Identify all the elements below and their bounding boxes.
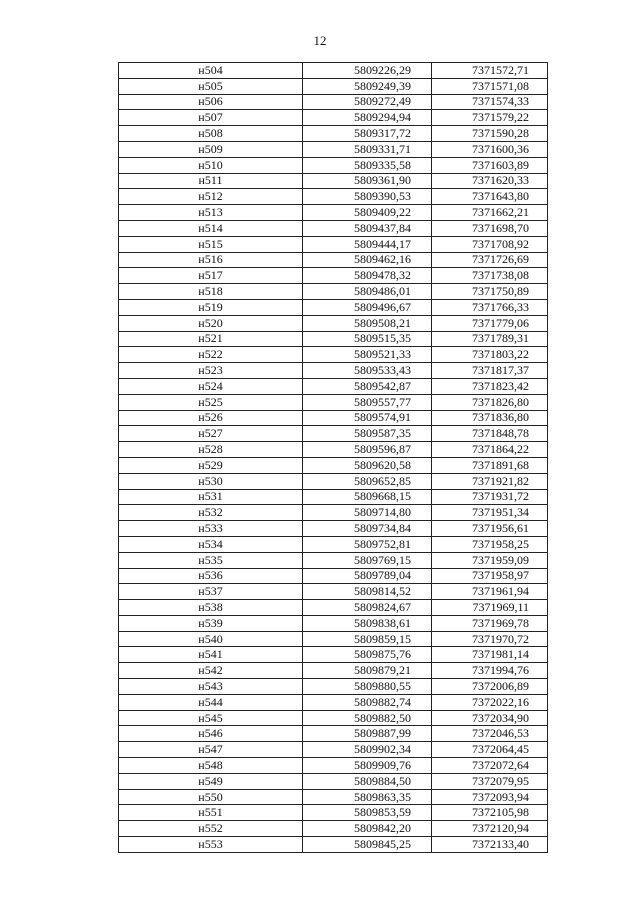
x-coordinate-cell: 5809272,49 — [303, 94, 432, 110]
x-coordinate-cell: 5809879,21 — [303, 663, 432, 679]
x-coordinate-cell: 5809596,87 — [303, 442, 432, 458]
y-coordinate-cell: 7371970,72 — [432, 631, 548, 647]
y-coordinate-cell: 7371579,22 — [432, 110, 548, 126]
x-coordinate-cell: 5809557,77 — [303, 394, 432, 410]
table-row — [119, 331, 548, 347]
table-row — [119, 805, 548, 821]
table-row — [119, 220, 548, 236]
y-coordinate-cell: 7371572,71 — [432, 63, 548, 79]
table-row — [119, 568, 548, 584]
point-id-cell: н520 — [119, 315, 303, 331]
x-coordinate-cell: 5809508,21 — [303, 315, 432, 331]
table-row — [119, 773, 548, 789]
point-id-cell: н512 — [119, 189, 303, 205]
y-coordinate-cell: 7371620,33 — [432, 173, 548, 189]
x-coordinate-cell: 5809838,61 — [303, 615, 432, 631]
x-coordinate-cell: 5809437,84 — [303, 220, 432, 236]
x-coordinate-cell: 5809853,59 — [303, 805, 432, 821]
point-id-cell: н536 — [119, 568, 303, 584]
point-id-cell: н547 — [119, 742, 303, 758]
y-coordinate-cell: 7371603,89 — [432, 157, 548, 173]
point-id-cell: н517 — [119, 268, 303, 284]
y-coordinate-cell: 7371574,33 — [432, 94, 548, 110]
x-coordinate-cell: 5809902,34 — [303, 742, 432, 758]
table-row — [119, 726, 548, 742]
x-coordinate-cell: 5809668,15 — [303, 489, 432, 505]
table-row — [119, 647, 548, 663]
x-coordinate-cell: 5809361,90 — [303, 173, 432, 189]
x-coordinate-cell: 5809863,35 — [303, 789, 432, 805]
table-row — [119, 536, 548, 552]
y-coordinate-cell: 7372072,64 — [432, 758, 548, 774]
y-coordinate-cell: 7371969,11 — [432, 600, 548, 616]
table-row — [119, 63, 548, 79]
point-id-cell: н542 — [119, 663, 303, 679]
x-coordinate-cell: 5809824,67 — [303, 600, 432, 616]
x-coordinate-cell: 5809478,32 — [303, 268, 432, 284]
point-id-cell: н511 — [119, 173, 303, 189]
point-id-cell: н504 — [119, 63, 303, 79]
point-id-cell: н552 — [119, 821, 303, 837]
y-coordinate-cell: 7372133,40 — [432, 837, 548, 853]
x-coordinate-cell: 5809875,76 — [303, 647, 432, 663]
y-coordinate-cell: 7372022,16 — [432, 694, 548, 710]
x-coordinate-cell: 5809620,58 — [303, 457, 432, 473]
x-coordinate-cell: 5809226,29 — [303, 63, 432, 79]
y-coordinate-cell: 7372105,98 — [432, 805, 548, 821]
table-row — [119, 631, 548, 647]
point-id-cell: н546 — [119, 726, 303, 742]
x-coordinate-cell: 5809734,84 — [303, 521, 432, 537]
point-id-cell: н541 — [119, 647, 303, 663]
y-coordinate-cell: 7371698,70 — [432, 220, 548, 236]
table-row — [119, 205, 548, 221]
x-coordinate-cell: 5809752,81 — [303, 536, 432, 552]
x-coordinate-cell: 5809909,76 — [303, 758, 432, 774]
table-row — [119, 552, 548, 568]
table-row — [119, 173, 548, 189]
table-row — [119, 679, 548, 695]
table-row — [119, 141, 548, 157]
point-id-cell: н540 — [119, 631, 303, 647]
x-coordinate-cell: 5809884,50 — [303, 773, 432, 789]
table-row — [119, 157, 548, 173]
x-coordinate-cell: 5809409,22 — [303, 205, 432, 221]
x-coordinate-cell: 5809882,74 — [303, 694, 432, 710]
x-coordinate-cell: 5809462,16 — [303, 252, 432, 268]
table-row — [119, 252, 548, 268]
table-row — [119, 821, 548, 837]
table-row — [119, 600, 548, 616]
y-coordinate-cell: 7372120,94 — [432, 821, 548, 837]
coordinates-table-body — [119, 63, 548, 853]
y-coordinate-cell: 7371823,42 — [432, 378, 548, 394]
y-coordinate-cell: 7371662,21 — [432, 205, 548, 221]
x-coordinate-cell: 5809521,33 — [303, 347, 432, 363]
point-id-cell: н509 — [119, 141, 303, 157]
y-coordinate-cell: 7371766,33 — [432, 299, 548, 315]
coordinates-table — [118, 62, 548, 853]
point-id-cell: н507 — [119, 110, 303, 126]
y-coordinate-cell: 7371994,76 — [432, 663, 548, 679]
y-coordinate-cell: 7372034,90 — [432, 710, 548, 726]
point-id-cell: н525 — [119, 394, 303, 410]
x-coordinate-cell: 5809542,87 — [303, 378, 432, 394]
point-id-cell: н516 — [119, 252, 303, 268]
table-row — [119, 363, 548, 379]
point-id-cell: н508 — [119, 126, 303, 142]
table-row — [119, 347, 548, 363]
table-row — [119, 394, 548, 410]
point-id-cell: н537 — [119, 584, 303, 600]
y-coordinate-cell: 7371848,78 — [432, 426, 548, 442]
y-coordinate-cell: 7371738,08 — [432, 268, 548, 284]
x-coordinate-cell: 5809842,20 — [303, 821, 432, 837]
x-coordinate-cell: 5809574,91 — [303, 410, 432, 426]
table-row — [119, 457, 548, 473]
x-coordinate-cell: 5809331,71 — [303, 141, 432, 157]
y-coordinate-cell: 7371779,06 — [432, 315, 548, 331]
y-coordinate-cell: 7371959,09 — [432, 552, 548, 568]
table-row — [119, 284, 548, 300]
point-id-cell: н545 — [119, 710, 303, 726]
point-id-cell: н533 — [119, 521, 303, 537]
point-id-cell: н527 — [119, 426, 303, 442]
table-row — [119, 126, 548, 142]
x-coordinate-cell: 5809587,35 — [303, 426, 432, 442]
x-coordinate-cell: 5809496,67 — [303, 299, 432, 315]
x-coordinate-cell: 5809390,53 — [303, 189, 432, 205]
x-coordinate-cell: 5809317,72 — [303, 126, 432, 142]
table-row — [119, 758, 548, 774]
x-coordinate-cell: 5809882,50 — [303, 710, 432, 726]
point-id-cell: н535 — [119, 552, 303, 568]
y-coordinate-cell: 7371836,80 — [432, 410, 548, 426]
x-coordinate-cell: 5809814,52 — [303, 584, 432, 600]
point-id-cell: н526 — [119, 410, 303, 426]
y-coordinate-cell: 7371981,14 — [432, 647, 548, 663]
table-row — [119, 710, 548, 726]
y-coordinate-cell: 7371600,36 — [432, 141, 548, 157]
point-id-cell: н539 — [119, 615, 303, 631]
point-id-cell: н544 — [119, 694, 303, 710]
point-id-cell: н531 — [119, 489, 303, 505]
y-coordinate-cell: 7371951,34 — [432, 505, 548, 521]
point-id-cell: н548 — [119, 758, 303, 774]
table-row — [119, 94, 548, 110]
table-row — [119, 236, 548, 252]
table-row — [119, 410, 548, 426]
point-id-cell: н505 — [119, 78, 303, 94]
table-row — [119, 505, 548, 521]
point-id-cell: н506 — [119, 94, 303, 110]
y-coordinate-cell: 7372079,95 — [432, 773, 548, 789]
x-coordinate-cell: 5809769,15 — [303, 552, 432, 568]
y-coordinate-cell: 7371571,08 — [432, 78, 548, 94]
x-coordinate-cell: 5809880,55 — [303, 679, 432, 695]
point-id-cell: н529 — [119, 457, 303, 473]
x-coordinate-cell: 5809887,99 — [303, 726, 432, 742]
y-coordinate-cell: 7371921,82 — [432, 473, 548, 489]
point-id-cell: н530 — [119, 473, 303, 489]
x-coordinate-cell: 5809845,25 — [303, 837, 432, 853]
y-coordinate-cell: 7371931,72 — [432, 489, 548, 505]
point-id-cell: н528 — [119, 442, 303, 458]
table-row — [119, 789, 548, 805]
table-row — [119, 189, 548, 205]
table-row — [119, 694, 548, 710]
y-coordinate-cell: 7372064,45 — [432, 742, 548, 758]
y-coordinate-cell: 7371891,68 — [432, 457, 548, 473]
y-coordinate-cell: 7371958,97 — [432, 568, 548, 584]
y-coordinate-cell: 7371961,94 — [432, 584, 548, 600]
x-coordinate-cell: 5809335,58 — [303, 157, 432, 173]
y-coordinate-cell: 7371590,28 — [432, 126, 548, 142]
x-coordinate-cell: 5809294,94 — [303, 110, 432, 126]
point-id-cell: н510 — [119, 157, 303, 173]
y-coordinate-cell: 7371643,80 — [432, 189, 548, 205]
table-row — [119, 299, 548, 315]
y-coordinate-cell: 7372006,89 — [432, 679, 548, 695]
point-id-cell: н519 — [119, 299, 303, 315]
table-row — [119, 473, 548, 489]
x-coordinate-cell: 5809515,35 — [303, 331, 432, 347]
table-row — [119, 584, 548, 600]
x-coordinate-cell: 5809789,04 — [303, 568, 432, 584]
page-number: 12 — [313, 33, 327, 48]
x-coordinate-cell: 5809486,01 — [303, 284, 432, 300]
table-row — [119, 378, 548, 394]
y-coordinate-cell: 7371817,37 — [432, 363, 548, 379]
point-id-cell: н549 — [119, 773, 303, 789]
point-id-cell: н553 — [119, 837, 303, 853]
point-id-cell: н523 — [119, 363, 303, 379]
point-id-cell: н514 — [119, 220, 303, 236]
point-id-cell: н550 — [119, 789, 303, 805]
table-row — [119, 837, 548, 853]
point-id-cell: н518 — [119, 284, 303, 300]
point-id-cell: н513 — [119, 205, 303, 221]
point-id-cell: н534 — [119, 536, 303, 552]
y-coordinate-cell: 7372046,53 — [432, 726, 548, 742]
y-coordinate-cell: 7371789,31 — [432, 331, 548, 347]
point-id-cell: н522 — [119, 347, 303, 363]
table-row — [119, 78, 548, 94]
y-coordinate-cell: 7371708,92 — [432, 236, 548, 252]
table-row — [119, 110, 548, 126]
table-row — [119, 315, 548, 331]
table-row — [119, 442, 548, 458]
table-row — [119, 663, 548, 679]
table-row — [119, 742, 548, 758]
x-coordinate-cell: 5809533,43 — [303, 363, 432, 379]
x-coordinate-cell: 5809714,80 — [303, 505, 432, 521]
point-id-cell: н551 — [119, 805, 303, 821]
x-coordinate-cell: 5809444,17 — [303, 236, 432, 252]
point-id-cell: н515 — [119, 236, 303, 252]
y-coordinate-cell: 7371958,25 — [432, 536, 548, 552]
table-row — [119, 426, 548, 442]
y-coordinate-cell: 7371726,69 — [432, 252, 548, 268]
table-row — [119, 268, 548, 284]
point-id-cell: н532 — [119, 505, 303, 521]
point-id-cell: н543 — [119, 679, 303, 695]
point-id-cell: н538 — [119, 600, 303, 616]
y-coordinate-cell: 7372093,94 — [432, 789, 548, 805]
x-coordinate-cell: 5809859,15 — [303, 631, 432, 647]
point-id-cell: н521 — [119, 331, 303, 347]
y-coordinate-cell: 7371956,61 — [432, 521, 548, 537]
x-coordinate-cell: 5809652,85 — [303, 473, 432, 489]
table-row — [119, 615, 548, 631]
y-coordinate-cell: 7371969,78 — [432, 615, 548, 631]
y-coordinate-cell: 7371826,80 — [432, 394, 548, 410]
point-id-cell: н524 — [119, 378, 303, 394]
y-coordinate-cell: 7371864,22 — [432, 442, 548, 458]
x-coordinate-cell: 5809249,39 — [303, 78, 432, 94]
y-coordinate-cell: 7371750,89 — [432, 284, 548, 300]
y-coordinate-cell: 7371803,22 — [432, 347, 548, 363]
table-row — [119, 521, 548, 537]
table-row — [119, 489, 548, 505]
